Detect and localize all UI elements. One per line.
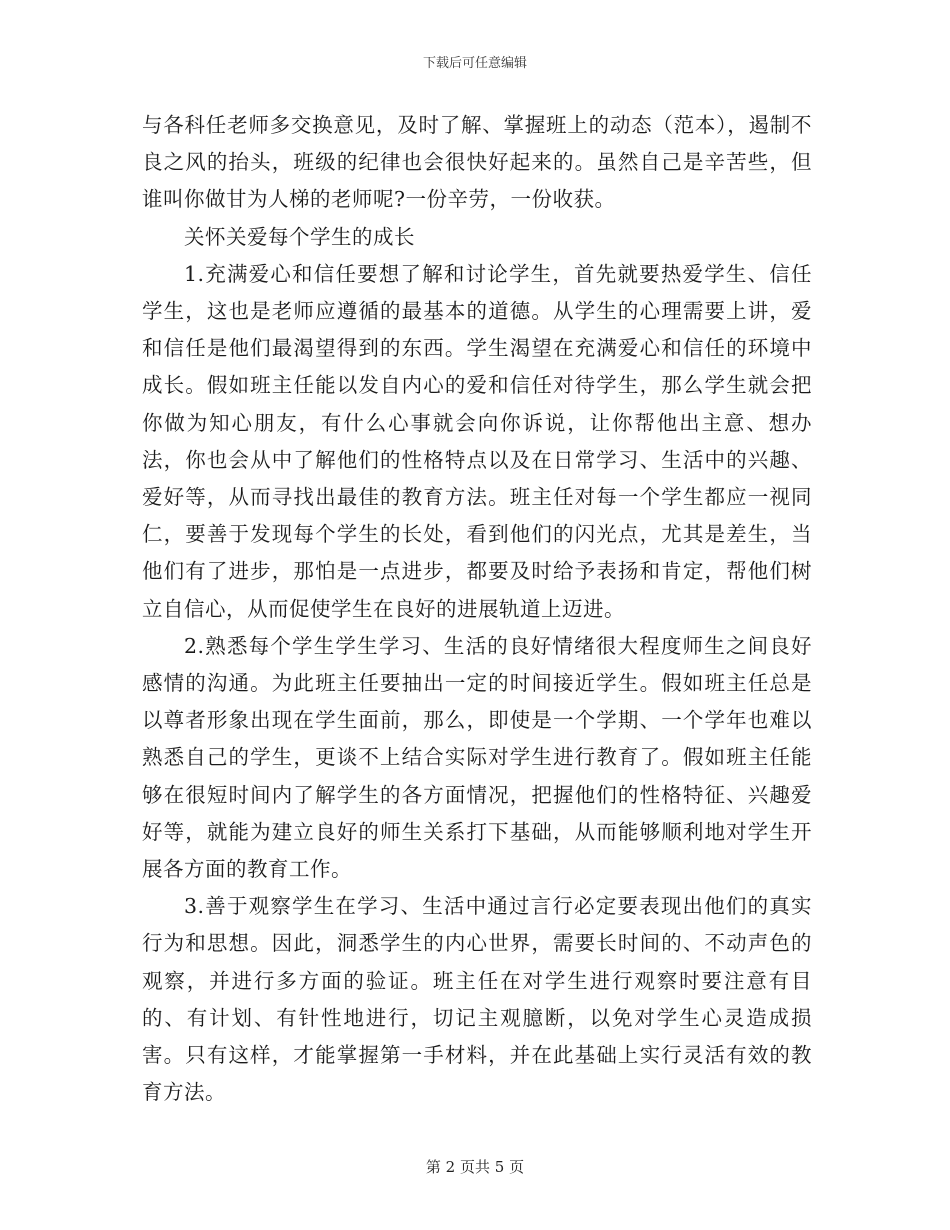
paragraph-intro: 与各科任老师多交换意见，及时了解、掌握班上的动态（范本），遏制不良之风的抬头，班级的纪律也会很快好起来的。虽然自己是辛苦些，但谁叫你做甘为人梯的老师呢?一份辛劳，一份收获。: [142, 113, 812, 212]
paragraph-point-2: 2.熟悉每个学生学生学习、生活的良好情绪很大程度师生之间良好感情的沟通。为此班主任要抽出一定的时间接近学生。假如班主任总是以尊者形象出现在学生面前，那么，即使是一个学期、一个学年也难以熟悉自己的学生，更谈不上结合实际对学生进行教育了。假如班主任能够在很短时间内了解学生的各方面情况，把握他们的性格特征、兴趣爱好等，就能为建立良好的师生关系打下基础，从而能够顺利地对学生开展各方面的教育工作。: [142, 633, 812, 882]
section-heading: 关怀关爱每个学生的成长: [184, 224, 415, 249]
paragraph-point-3: 3.善于观察学生在学习、生活中通过言行必定要表现出他们的真实行为和思想。因此，洞悉学生的内心世界，需要长时间的、不动声色的观察，并进行多方面的验证。班主任在对学生进行观察时要注意有目的、有计划、有针性地进行，切记主观臆断，以免对学生心灵造成损害。只有这样，才能掌握第一手材料，并在此基础上实行灵活有效的教育方法。: [142, 894, 812, 1105]
paragraph-point-1: 1.充满爱心和信任要想了解和讨论学生，首先就要热爱学生、信任学生，这也是老师应遵循的最基本的道德。从学生的心理需要上讲，爱和信任是他们最渴望得到的东西。学生渴望在充满爱心和信任的环境中成长。假如班主任能以发自内心的爱和信任对待学生，那么学生就会把你做为知心朋友，有什么心事就会向你诉说，让你帮他出主意、想办法，你也会从中了解他们的性格特点以及在日常学习、生活中的兴趣、爱好等，从而寻找出最佳的教育方法。班主任对每一个学生都应一视同仁，要善于发现每个学生的长处，看到他们的闪光点，尤其是差生，当他们有了进步，那怕是一点进步，都要及时给予表扬和肯定，帮他们树立自信心，从而促使学生在良好的进展轨道上迈进。: [142, 261, 812, 621]
document-body: [142, 107, 812, 1111]
page-footer: 第 2 页共 5 页: [425, 1158, 525, 1176]
page-header: 下载后可任意编辑: [422, 56, 527, 71]
